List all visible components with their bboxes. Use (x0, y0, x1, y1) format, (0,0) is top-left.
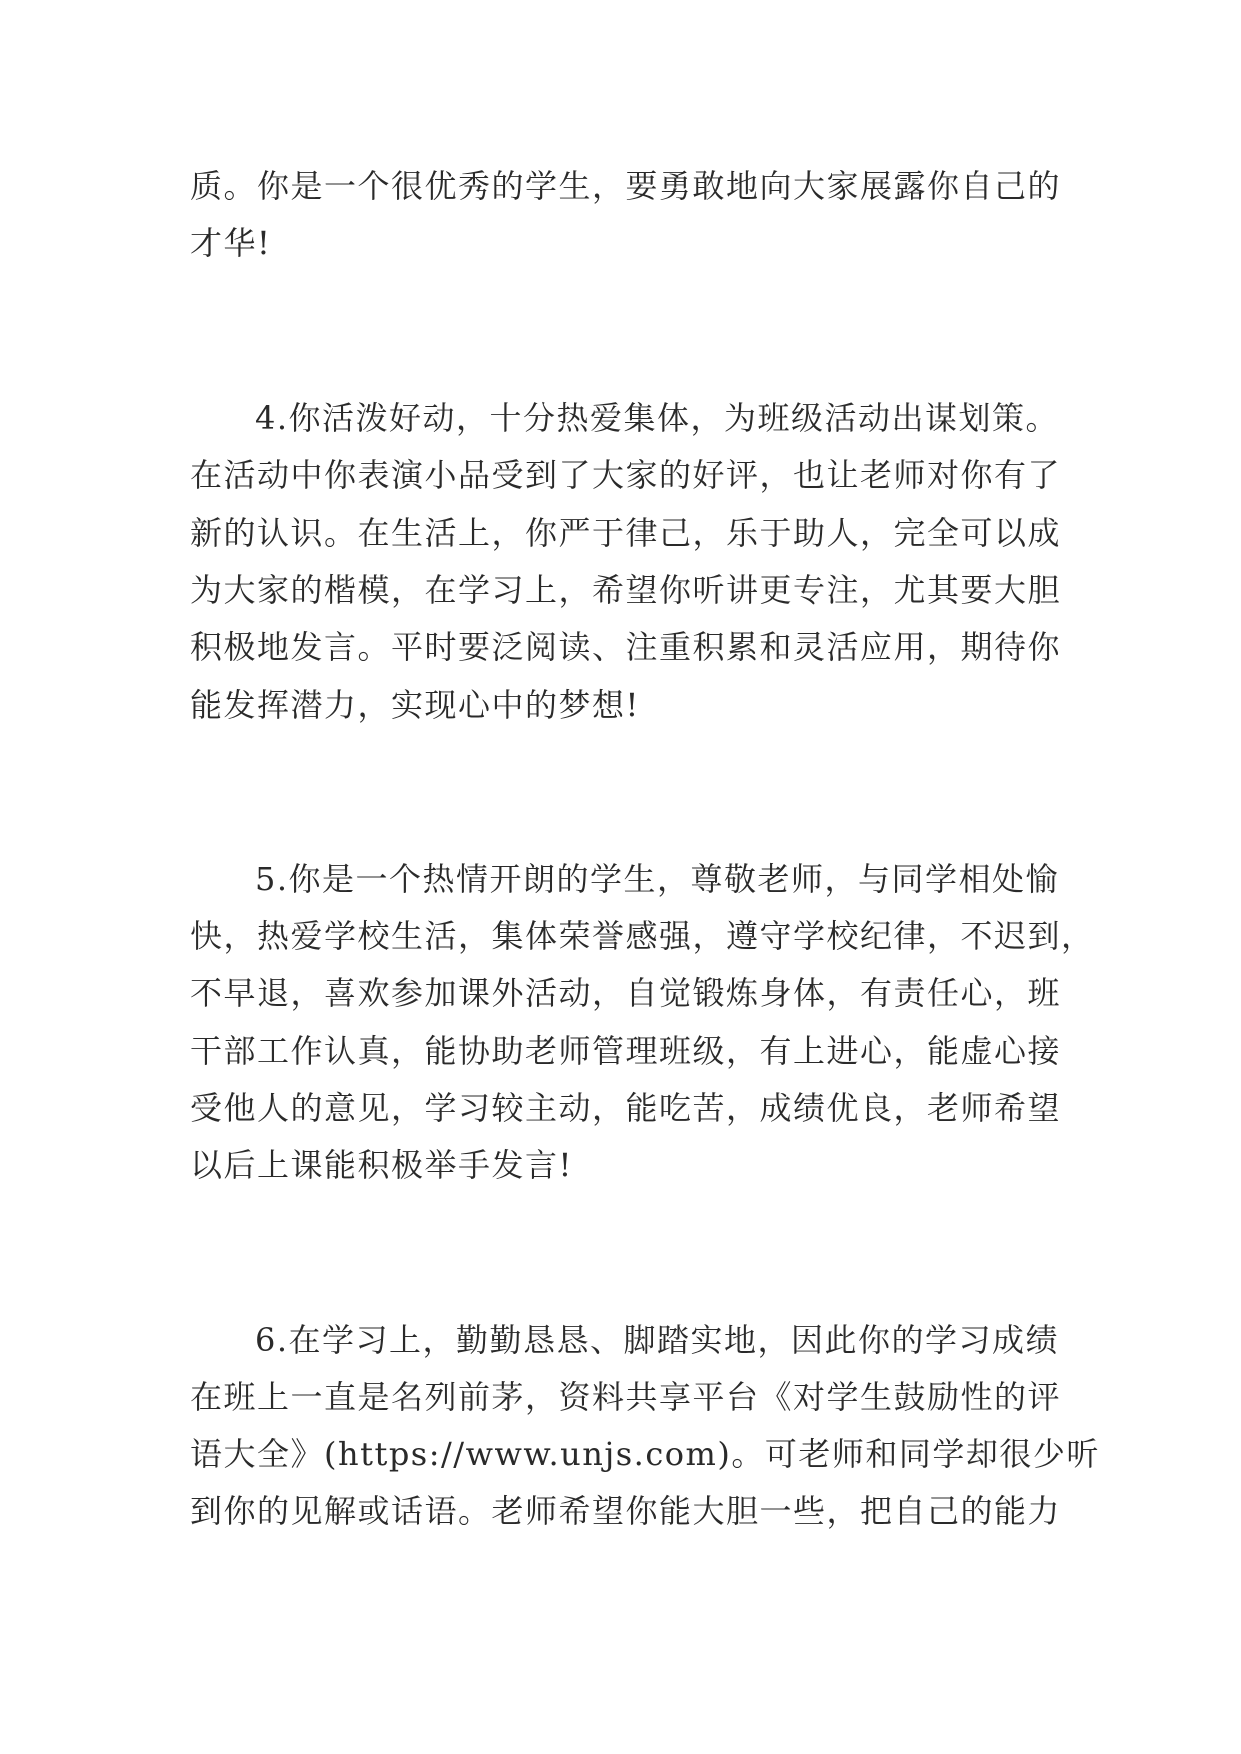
text-line: 6.在学习上，勤勤恳恳、脚踏实地，因此你的学习成绩 (255, 1321, 1060, 1359)
text-line: 不早退，喜欢参加课外活动，自觉锻炼身体，有责任心，班 (190, 974, 1062, 1012)
text-line: 积极地发言。平时要泛阅读、注重积累和灵活应用，期待你 (190, 628, 1062, 666)
text-line: 新的认识。在生活上，你严于律己，乐于助人，完全可以成 (190, 514, 1062, 552)
text-line: 以后上课能积极举手发言! (190, 1146, 573, 1184)
text-line: 干部工作认真，能协助老师管理班级，有上进心，能虚心接 (190, 1032, 1062, 1070)
text-line: 为大家的楷模，在学习上，希望你听讲更专注，尤其要大胆 (190, 571, 1062, 609)
text-line: 在活动中你表演小品受到了大家的好评，也让老师对你有了 (190, 456, 1062, 494)
text-line: 语大全》(https://www.unjs.com)。可老师和同学却很少听 (190, 1435, 1100, 1473)
text-line: 5.你是一个热情开朗的学生，尊敬老师，与同学相处愉 (255, 860, 1060, 898)
text-line: 在班上一直是名列前茅，资料共享平台《对学生鼓励性的评 (190, 1378, 1062, 1416)
text-line: 到你的见解或话语。老师希望你能大胆一些，把自己的能力 (190, 1492, 1062, 1530)
text-line: 快，热爱学校生活，集体荣誉感强，遵守学校纪律，不迟到， (190, 917, 1095, 955)
text-line: 质。你是一个很优秀的学生，要勇敢地向大家展露你自己的 (190, 167, 1062, 205)
text-line: 受他人的意见，学习较主动，能吃苦，成绩优良，老师希望 (190, 1089, 1062, 1127)
text-line: 才华! (190, 224, 272, 262)
text-line: 4.你活泼好动，十分热爱集体，为班级活动出谋划策。 (255, 399, 1060, 437)
text-line: 能发挥潜力，实现心中的梦想! (190, 686, 640, 724)
